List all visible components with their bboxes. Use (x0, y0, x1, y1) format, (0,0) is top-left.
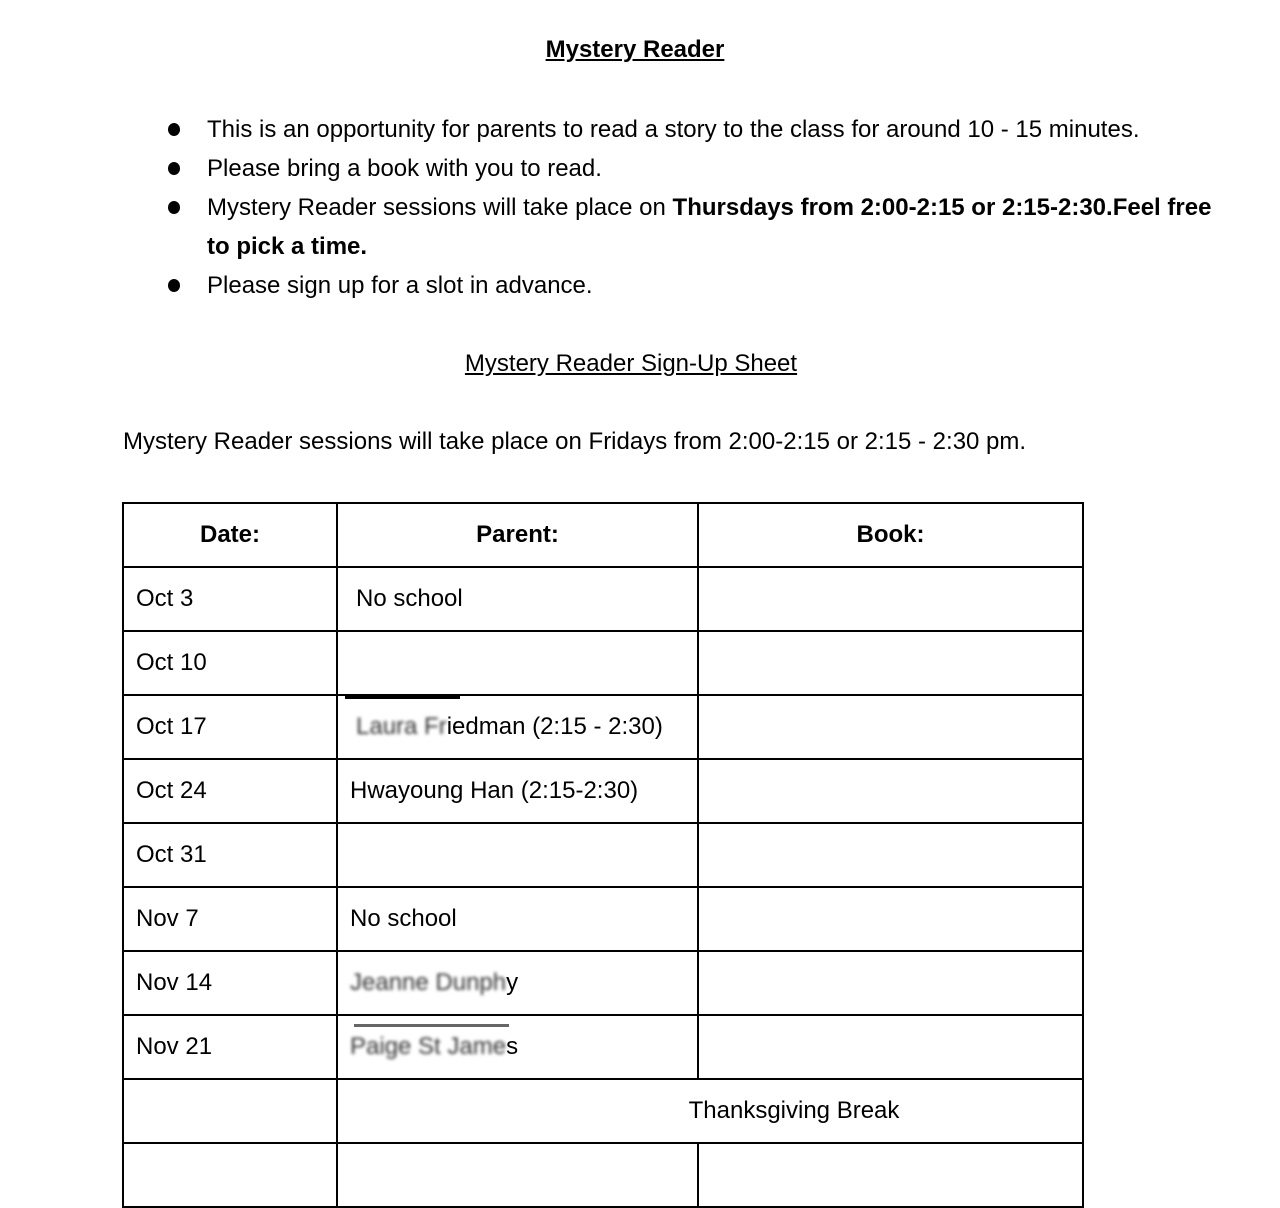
table-row (123, 823, 1083, 887)
parent-cell[interactable] (337, 631, 698, 695)
parent-text: s (506, 1033, 519, 1060)
column-header-parent: Parent: (337, 503, 698, 567)
bullet-bold-text: Thursdays from 2:00-2:15 or 2:15-2:30.Feel free to pick a time. (207, 194, 1212, 260)
bullet-text: Mystery Reader sessions will take place on (207, 194, 673, 221)
bullet-text: Please sign up for a slot in advance. (207, 272, 593, 299)
redacted-name: Laura Fr (356, 713, 447, 740)
sign-up-table (122, 502, 1084, 1208)
column-header-book: Book: (698, 503, 1083, 567)
date-cell (123, 1079, 337, 1143)
parent-cell[interactable] (337, 823, 698, 887)
column-header-date: Date: (123, 503, 337, 567)
bullet-item (165, 110, 1225, 149)
instructions-list (165, 110, 1225, 305)
annotation-line (345, 696, 460, 699)
sign-up-sheet-heading: Mystery Reader Sign-Up Sheet (464, 350, 798, 377)
table-row (123, 887, 1083, 951)
document-title: Mystery Reader (545, 36, 725, 63)
parent-cell[interactable] (337, 1143, 698, 1207)
date-cell: Nov 21 (123, 1015, 337, 1079)
book-cell[interactable] (698, 567, 1083, 631)
session-info: Mystery Reader sessions will take place on Fridays from 2:00-2:15 or 2:15 - 2:30 pm. (123, 428, 1027, 455)
date-cell: Nov 7 (123, 887, 337, 951)
bullet-icon (168, 123, 180, 136)
table-row (123, 1015, 1083, 1079)
book-cell[interactable] (698, 887, 1083, 951)
bullet-icon (168, 201, 180, 214)
date-cell: Oct 31 (123, 823, 337, 887)
bullet-text: This is an opportunity for parents to read a story to the class for around 10 - 15 minutes. (207, 116, 1140, 143)
bullet-icon (168, 279, 180, 292)
table-row (123, 631, 1083, 695)
bullet-item (165, 149, 1225, 188)
table-header-row (123, 503, 1083, 567)
date-cell: Oct 3 (123, 567, 337, 631)
parent-text: y (506, 969, 519, 996)
book-cell[interactable] (698, 759, 1083, 823)
date-cell: Oct 24 (123, 759, 337, 823)
book-cell[interactable] (698, 1015, 1083, 1079)
bullet-item (165, 188, 1225, 266)
parent-cell[interactable]: No school (337, 887, 698, 951)
date-cell: Oct 17 (123, 695, 337, 759)
parent-cell[interactable] (337, 951, 698, 1015)
table-row (123, 951, 1083, 1015)
table-row (123, 1079, 1083, 1143)
bullet-item (165, 266, 1225, 305)
book-cell[interactable] (698, 823, 1083, 887)
date-cell: Nov 14 (123, 951, 337, 1015)
book-cell[interactable] (698, 631, 1083, 695)
book-cell[interactable] (698, 951, 1083, 1015)
table-row (123, 695, 1083, 759)
book-cell[interactable] (698, 1143, 1083, 1207)
parent-cell[interactable] (337, 695, 698, 759)
bullet-text: Please bring a book with you to read. (207, 155, 602, 182)
parent-cell[interactable]: Hwayoung Han (2:15-2:30) (337, 759, 698, 823)
date-cell: Oct 10 (123, 631, 337, 695)
annotation-line (354, 1024, 509, 1027)
book-cell[interactable] (698, 695, 1083, 759)
parent-text: iedman (2:15 - 2:30) (446, 713, 663, 740)
date-cell (123, 1143, 337, 1207)
redacted-name: Paige St Jame (350, 1033, 507, 1060)
table-row (123, 759, 1083, 823)
redacted-name: Jeanne Dunph (350, 969, 507, 996)
parent-cell[interactable]: No school (337, 567, 698, 631)
table-row (123, 1143, 1083, 1207)
bullet-icon (168, 162, 180, 175)
break-cell: Thanksgiving Break (337, 1079, 1083, 1143)
table-row (123, 567, 1083, 631)
